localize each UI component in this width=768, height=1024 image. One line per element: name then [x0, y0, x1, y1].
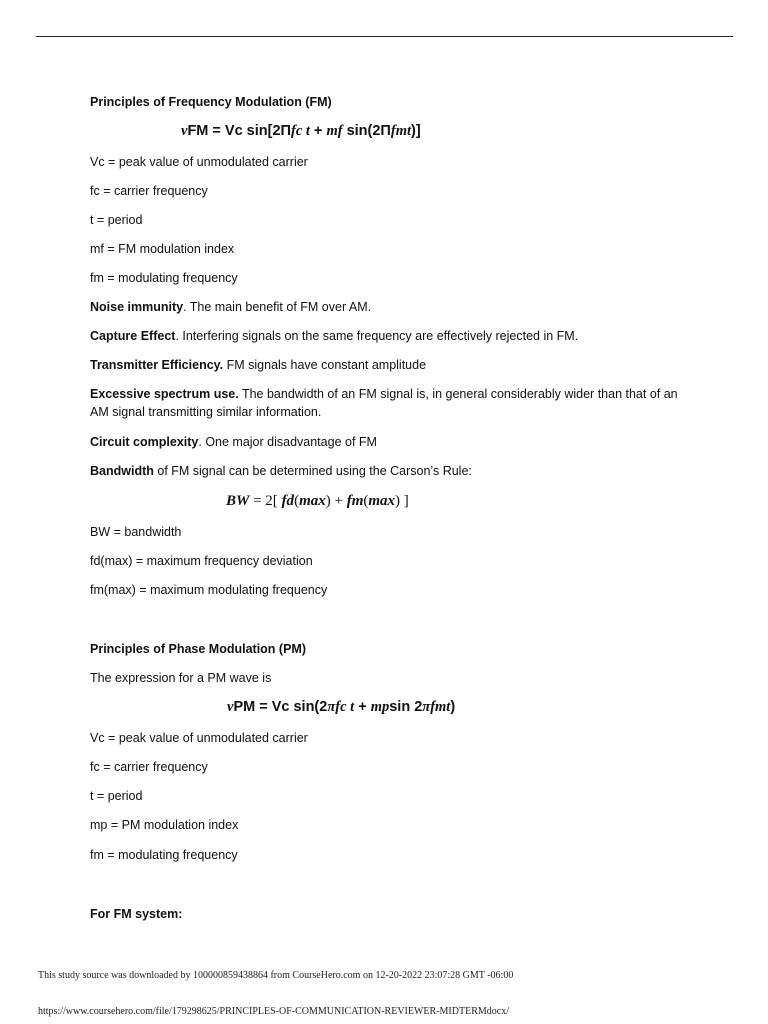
transmitter-efficiency-paragraph: Transmitter Efficiency. FM signals have constant amplitude — [90, 358, 427, 372]
carson-rule-equation: BW = 2[ fd(max) + fm(max) ] — [226, 493, 409, 509]
pm-intro: The expression for a PM wave is — [90, 671, 272, 685]
fm-def-t: t = period — [90, 213, 143, 227]
excessive-spectrum-paragraph: Excessive spectrum use. The bandwidth of an FM signal is, in general considerably wider than that of an AM signal transmitting similar information. — [90, 387, 678, 419]
bw-def-bw: BW = bandwidth — [90, 525, 182, 539]
capture-effect-paragraph: Capture Effect. Interfering signals on the same frequency are effectively rejected in FM. — [90, 329, 579, 343]
fm-def-vc: Vc = peak value of unmodulated carrier — [90, 155, 308, 169]
pm-heading: Principles of Phase Modulation (PM) — [90, 642, 306, 656]
page-top-rule — [36, 36, 733, 37]
pm-def-t: t = period — [90, 789, 143, 803]
footer-source-url[interactable]: https://www.coursehero.com/file/179298625/PRINCIPLES-OF-COMMUNICATION-REVIEWER-MIDTERMdocx/ — [38, 1006, 509, 1017]
pm-equation: vPM = Vc sin(2πfc t + mpsin 2πfmt) — [227, 699, 456, 715]
pm-def-mp: mp = PM modulation index — [90, 818, 239, 832]
footer-download-notice: This study source was downloaded by 100000859438864 from CourseHero.com on 12-20-2022 23:07:28 GMT -06:00 — [38, 970, 514, 981]
circuit-complexity-paragraph: Circuit complexity. One major disadvantage of FM — [90, 435, 377, 449]
fm-def-fc: fc = carrier frequency — [90, 184, 208, 198]
bw-def-fd: fd(max) = maximum frequency deviation — [90, 554, 313, 568]
fm-heading: Principles of Frequency Modulation (FM) — [90, 95, 332, 109]
fm-equation: vFM = Vc sin[2Πfc t + mf sin(2Πfmt)] — [181, 123, 421, 139]
fm-system-heading: For FM system: — [90, 907, 183, 921]
pm-def-fm: fm = modulating frequency — [90, 848, 238, 862]
bandwidth-paragraph: Bandwidth of FM signal can be determined using the Carson’s Rule: — [90, 464, 472, 478]
noise-immunity-paragraph: Noise immunity. The main benefit of FM over AM. — [90, 300, 372, 314]
fm-def-mf: mf = FM modulation index — [90, 242, 235, 256]
bw-def-fm: fm(max) = maximum modulating frequency — [90, 583, 328, 597]
fm-def-fm: fm = modulating frequency — [90, 271, 238, 285]
pm-def-fc: fc = carrier frequency — [90, 760, 208, 774]
pm-def-vc: Vc = peak value of unmodulated carrier — [90, 731, 308, 745]
